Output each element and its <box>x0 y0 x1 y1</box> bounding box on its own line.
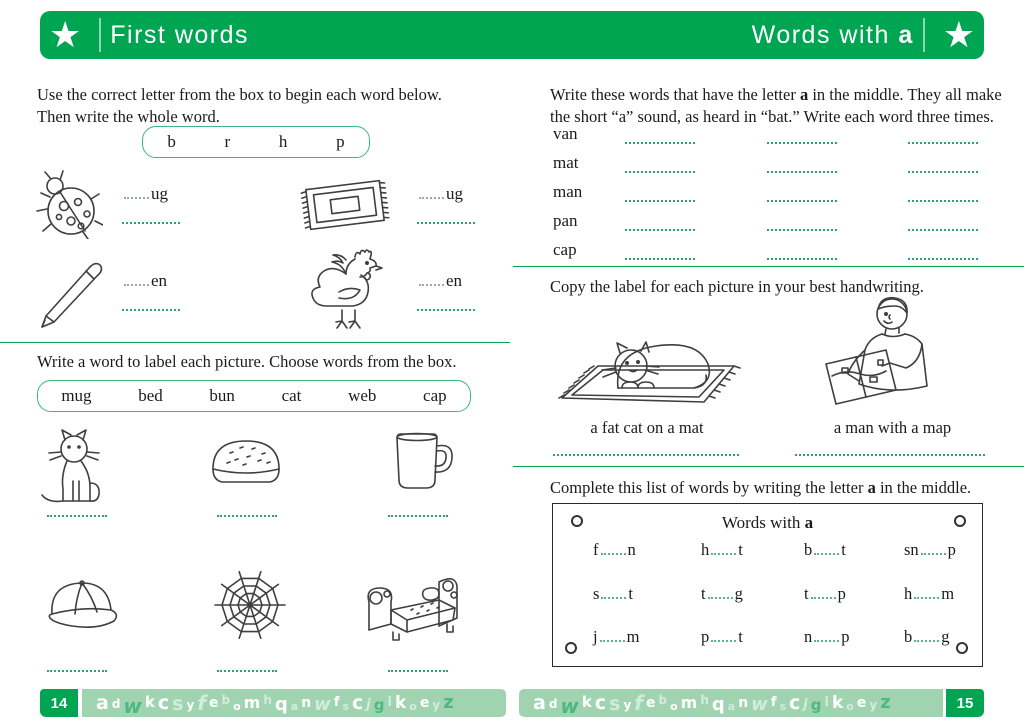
word-fragment: p t <box>701 627 743 646</box>
instruction-line: Use the correct letter from the box to begin each word below. <box>37 85 442 104</box>
footer-letter: y <box>432 698 441 712</box>
footer-letter: b <box>221 693 231 707</box>
footer-letter: c <box>157 691 170 714</box>
footer-letter: n <box>738 695 749 711</box>
writing-line <box>767 219 837 231</box>
star-icon: ★ <box>942 14 975 55</box>
word-fragment: h t <box>701 540 743 559</box>
answer-area-hen <box>417 271 475 311</box>
footer-letter: y <box>869 698 878 712</box>
writing-line <box>47 660 107 672</box>
writing-line <box>908 190 978 202</box>
word-suffix: en <box>446 271 463 290</box>
footer-letter: k <box>394 692 407 713</box>
footer-letter: o <box>670 699 678 713</box>
choice-word: bed <box>138 386 163 405</box>
letter-blank <box>600 630 625 642</box>
footer-letter: k <box>144 692 155 711</box>
spider-web-image <box>212 567 288 643</box>
letter-blank <box>811 587 836 599</box>
footer-letter: o <box>846 699 854 713</box>
choice-letter: r <box>224 132 231 151</box>
word-fragment: b t <box>804 540 846 559</box>
practice-word: man <box>553 182 583 201</box>
word-suffix: en <box>151 271 168 290</box>
page-number-right: 15 <box>946 689 984 717</box>
footer-letter: d <box>548 697 558 711</box>
letter-blank <box>601 543 626 555</box>
choice-letter: b <box>167 132 176 151</box>
footer-letter: j <box>366 696 371 712</box>
writing-line <box>767 161 837 173</box>
letter-blank <box>814 630 839 642</box>
word-choice-box <box>37 380 471 412</box>
letter-blank <box>419 187 444 199</box>
letter-blank <box>711 543 736 555</box>
letter-blank <box>711 630 736 642</box>
footer-letter: b <box>658 693 668 707</box>
footer-letter: y <box>186 698 195 712</box>
answer-area-rug <box>417 184 475 224</box>
footer-letter: m <box>680 693 698 712</box>
writing-line <box>767 248 837 260</box>
footer-letter: m <box>243 693 261 712</box>
writing-line <box>417 212 475 224</box>
mug-image <box>386 430 458 494</box>
letter-blank <box>921 543 946 555</box>
word-fragment-row <box>553 584 982 608</box>
exercise5-instructions: Complete this list of words by writing the letter a in the middle. <box>550 478 972 497</box>
corner-ring-icon <box>954 515 966 527</box>
word-fragment: t p <box>804 584 846 603</box>
header-divider <box>923 18 925 52</box>
writing-line <box>767 132 837 144</box>
writing-line <box>122 299 180 311</box>
footer-letter: j <box>803 696 808 712</box>
exercise2-instructions: Write a word to label each picture. Choose words from the box. <box>37 352 457 371</box>
word-fragment: b g <box>904 627 950 646</box>
word-fragment: n p <box>804 627 850 646</box>
figure-caption: a fat cat on a mat <box>590 418 704 437</box>
figure-caption: a man with a map <box>833 418 952 437</box>
instruction-line: the short “a” sound, as heard in “bat.” Write each word three times. <box>550 107 994 127</box>
writing-line <box>625 161 695 173</box>
word-suffix: ug <box>446 184 463 203</box>
bun-image <box>205 433 287 495</box>
writing-line <box>553 444 739 456</box>
footer-letter: k <box>831 692 844 713</box>
writing-line <box>908 219 978 231</box>
word-fragment: f n <box>593 540 636 559</box>
footer-letter: s <box>779 699 787 713</box>
footer-letter: w <box>751 694 768 715</box>
writing-line <box>388 660 448 672</box>
footer-letter: k <box>581 692 592 711</box>
answer-area-pen <box>122 271 180 311</box>
footer-letter: s <box>172 692 184 715</box>
practice-row-mat <box>553 153 993 179</box>
letter-blank <box>708 587 733 599</box>
footer-letter: s <box>342 699 350 713</box>
cat-on-mat-image <box>552 300 742 412</box>
letter-blank <box>601 587 626 599</box>
word-fragment: sn p <box>904 540 956 559</box>
practice-word: pan <box>553 211 578 230</box>
hen-image <box>308 244 384 336</box>
letter-blank <box>914 587 939 599</box>
footer-letter: i <box>824 694 829 710</box>
letter-blank <box>124 187 149 199</box>
practice-row-cap <box>553 240 993 266</box>
practice-row-van <box>553 124 993 150</box>
writing-line <box>47 505 107 517</box>
right-page-title <box>752 21 914 50</box>
answer-area-bug <box>122 184 180 224</box>
word-fragment: t g <box>701 584 743 603</box>
writing-line <box>908 132 978 144</box>
footer-letter: e <box>856 695 867 711</box>
choice-letter: p <box>336 132 345 151</box>
practice-word: van <box>553 124 578 143</box>
footer-letter: i <box>387 694 392 710</box>
footer-letter: c <box>789 691 801 714</box>
section-divider <box>513 466 1024 467</box>
footer-letter: w <box>123 694 142 717</box>
section-divider <box>513 266 1024 267</box>
letter-choice-box <box>142 126 370 158</box>
right-title-letter-a: a <box>898 20 914 49</box>
choice-word: cap <box>423 386 447 405</box>
left-page-title: First words <box>110 20 250 49</box>
footer-letter: e <box>419 695 430 711</box>
practice-word: cap <box>553 240 577 259</box>
letter-blank <box>419 274 444 286</box>
writing-line <box>122 212 180 224</box>
footer-letter: d <box>111 697 121 711</box>
right-title-text: Words with <box>751 20 899 49</box>
cat-image <box>40 427 112 509</box>
footer-letter: z <box>880 692 891 713</box>
word-fragment: j m <box>593 627 640 646</box>
footer-letter: f <box>197 691 206 715</box>
writing-line <box>217 505 277 517</box>
footer-letter: e <box>646 695 656 711</box>
footer-letter: q <box>711 694 725 715</box>
writing-line <box>625 219 695 231</box>
exercise4-instructions: Copy the label for each picture in your best handwriting. <box>550 277 924 296</box>
practice-row-man <box>553 182 993 208</box>
instruction-line: Then write the whole word. <box>37 107 220 127</box>
footer-letter: h <box>700 693 709 707</box>
word-suffix: ug <box>151 184 168 203</box>
writing-line <box>625 248 695 260</box>
footer-letter: g <box>373 695 385 714</box>
star-icon: ★ <box>49 14 82 55</box>
footer-letter: c <box>352 691 364 714</box>
choice-letter: h <box>278 132 288 151</box>
box-title: Words with a <box>721 513 814 532</box>
footer-letter: s <box>609 692 621 715</box>
letter-blank <box>814 543 839 555</box>
footer-alphabet-left <box>82 689 506 717</box>
footer-letter: w <box>314 694 331 715</box>
footer-letter: a <box>727 699 736 713</box>
word-fragment: h m <box>904 584 955 603</box>
header-divider <box>99 18 101 52</box>
letter-blank <box>914 630 939 642</box>
word-fragment: s t <box>593 584 634 603</box>
footer-letter: q <box>274 694 288 715</box>
writing-line <box>908 161 978 173</box>
choice-word: cat <box>281 386 302 405</box>
footer-letter: n <box>301 695 312 711</box>
ladybug-image <box>33 169 103 239</box>
choice-word: web <box>348 386 377 405</box>
footer-letter: c <box>594 691 607 714</box>
footer-letter: h <box>263 693 272 707</box>
words-with-a-box <box>552 503 983 667</box>
footer-letter: a <box>96 691 109 714</box>
footer-letter: z <box>443 692 454 713</box>
footer-letter: e <box>209 695 219 711</box>
instruction-line: Write these words that have the letter a in the middle. They all make <box>550 85 1002 104</box>
writing-line <box>388 505 448 517</box>
writing-line <box>908 248 978 260</box>
footer-letter: a <box>290 699 299 713</box>
writing-line <box>767 190 837 202</box>
writing-line <box>795 444 985 456</box>
bed-image <box>363 566 465 646</box>
exercise3-instructions <box>550 84 1020 128</box>
footer-letter: o <box>233 699 241 713</box>
header-bar <box>40 11 984 59</box>
practice-word: mat <box>553 153 579 172</box>
word-fragment-row <box>553 627 982 651</box>
footer-letter: f <box>634 691 643 715</box>
footer-letter: g <box>810 695 822 714</box>
footer-letter: o <box>409 699 417 713</box>
footer-letter: y <box>623 698 632 712</box>
choice-word: mug <box>61 386 92 405</box>
footer-letter: w <box>560 694 579 717</box>
footer-alphabet-right <box>519 689 943 717</box>
corner-ring-icon <box>571 515 583 527</box>
choice-word: bun <box>209 386 235 405</box>
writing-line <box>625 190 695 202</box>
page-number-left: 14 <box>40 689 78 717</box>
section-divider <box>0 342 510 343</box>
writing-line <box>217 660 277 672</box>
exercise1-instructions <box>37 84 507 128</box>
letter-blank <box>124 274 149 286</box>
practice-row-pan <box>553 211 993 237</box>
pen-image <box>35 258 107 334</box>
cap-image <box>42 574 122 644</box>
footer-letter: f <box>770 694 777 710</box>
footer-letter: f <box>333 694 340 710</box>
man-with-map-image <box>800 292 945 414</box>
word-fragment-row <box>553 540 982 564</box>
writing-line <box>417 299 475 311</box>
rug-image <box>293 171 397 239</box>
writing-line <box>625 132 695 144</box>
footer-letter: a <box>533 691 546 714</box>
